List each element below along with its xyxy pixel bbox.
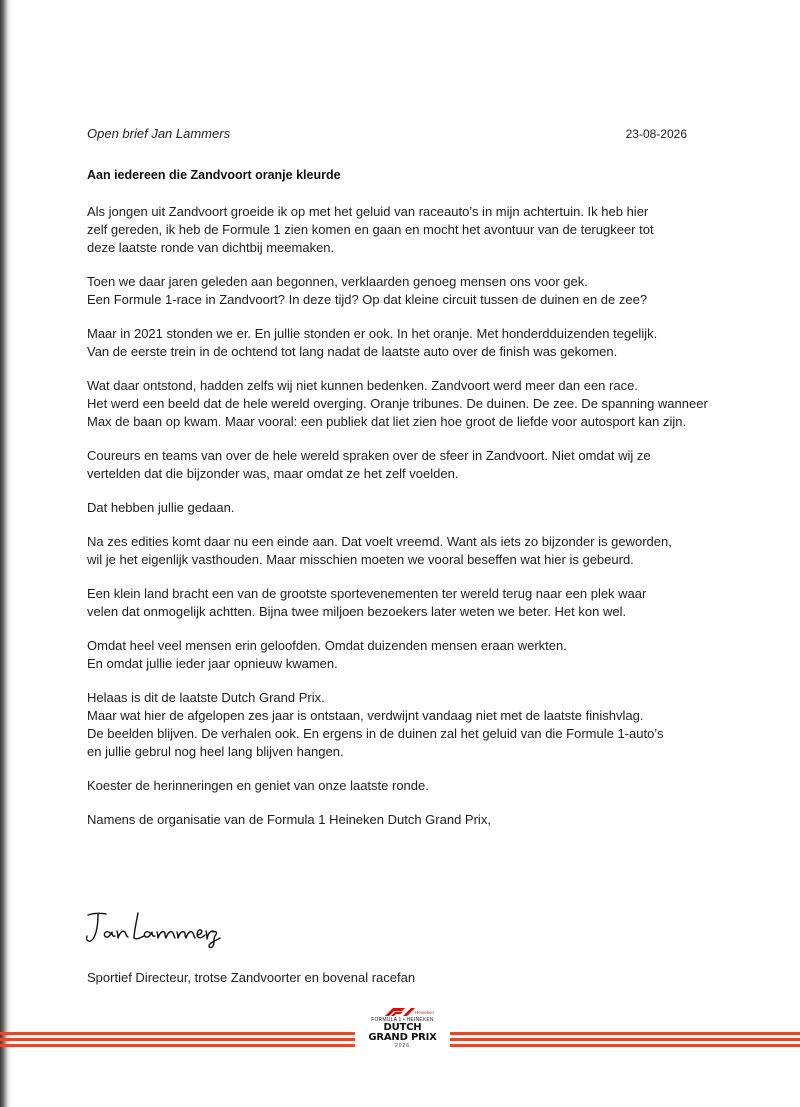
letter-paragraph: [87, 273, 727, 309]
paragraph-line: vertelden dat die bijzonder was, maar omdat ze het zelf voelden.: [87, 466, 459, 481]
paragraph-line: Het werd een beeld dat de hele wereld overging. Oranje tribunes. De duinen. De zee. De spanning wanneer: [87, 396, 708, 411]
paragraph-line: deze laatste ronde van dichtbij meemaken.: [87, 240, 335, 255]
letter-paragraph: [87, 585, 727, 621]
logo-year: 2026: [394, 1043, 411, 1049]
paragraph-line: Een klein land bracht een van de grootste sportevenementen ter wereld terug naar een plek waar: [87, 586, 647, 601]
paragraph-line: Coureurs en teams van over de hele wereld spraken over de sfeer in Zandvoort. Niet omdat wij ze: [87, 448, 651, 463]
letter-paragraph: [87, 377, 727, 431]
paragraph-line: Van de eerste trein in de ochtend tot lang nadat de laatste auto over de finish was gekomen.: [87, 344, 618, 359]
paragraph-line: zelf gereden, ik heb de Formule 1 zien komen en gaan en mocht het avontuur van de terugkeer tot: [87, 222, 654, 237]
letter-paragraph: [87, 447, 727, 483]
paragraph-line: De beelden blijven. De verhalen ook. En ergens in de duinen zal het geluid van die Formule 1-auto’s: [87, 726, 664, 741]
letter-paragraph: [87, 203, 727, 257]
sponsor-label: Heineken: [415, 1010, 435, 1015]
paragraph-line: Omdat heel veel mensen erin geloofden. Omdat duizenden mensen eraan werkten.: [87, 638, 567, 653]
logo-grand-prix: GRAND PRIX: [368, 1032, 437, 1043]
paragraph-line: Helaas is dit de laatste Dutch Grand Prix.: [87, 690, 325, 705]
paragraph-line: en jullie gebrul nog heel lang blijven hangen.: [87, 744, 344, 759]
paragraph-line: Namens de organisatie van de Formula 1 Heineken Dutch Grand Prix,: [87, 812, 491, 827]
paragraph-line: Als jongen uit Zandvoort groeide ik op met het geluid van raceauto’s in mijn achtertuin. Ik heb hier: [87, 204, 649, 219]
letter-subject: Aan iedereen die Zandvoort oranje kleurde: [87, 168, 341, 182]
paragraph-line: wil je het eigenlijk vasthouden. Maar misschien moeten we vooral beseffen wat hier is gebeurd.: [87, 552, 634, 567]
paragraph-line: Na zes edities komt daar nu een einde aan. Dat voelt vreemd. Want als iets zo bijzonder is geworden,: [87, 534, 672, 549]
paragraph-line: velen dat onmogelijk achtten. Bijna twee miljoen bezoekers later weten we beter. Het kon wel.: [87, 604, 627, 619]
paragraph-line: Maar wat hier de afgelopen zes jaar is ontstaan, verdwijnt vandaag niet met de laatste finishvlag.: [87, 708, 644, 723]
letter-body: [87, 203, 727, 845]
signer-role: Sportief Directeur, trotse Zandvoorter en bovenal racefan: [87, 970, 416, 985]
logo-formula-line: FORMULA 1 • HEINEKEN: [371, 1017, 434, 1023]
paragraph-line: Een Formule 1-race in Zandvoort? In deze tijd? Op dat kleine circuit tussen de duinen en de zee?: [87, 292, 648, 307]
signature-image: [82, 905, 222, 951]
letter-paragraph: [87, 325, 727, 361]
letter-date: 23-08-2026: [625, 127, 687, 141]
paragraph-line: Max de baan op kwam. Maar vooral: een publiek dat liet zien hoe groot de liefde voor autosport kan zijn.: [87, 414, 687, 429]
letter-paragraph: [87, 777, 727, 795]
letter-paragraph: [87, 811, 727, 829]
paragraph-line: En omdat jullie ieder jaar opnieuw kwamen.: [87, 656, 338, 671]
letter-paragraph: [87, 499, 727, 517]
letter-header-title: Open brief Jan Lammers: [87, 126, 231, 141]
letter-paragraph: [87, 637, 727, 673]
paragraph-line: Maar in 2021 stonden we er. En jullie stonden er ook. In het oranje. Met honderdduizenden tegelijk.: [87, 326, 658, 341]
handwritten-signature: [82, 905, 222, 951]
paragraph-line: Koester de herinneringen en geniet van onze laatste ronde.: [87, 778, 429, 793]
paragraph-line: Dat hebben jullie gedaan.: [87, 500, 235, 515]
paragraph-line: Wat daar ontstond, hadden zelfs wij niet kunnen bedenken. Zandvoort werd meer dan een race.: [87, 378, 638, 393]
letter-paragraph: [87, 533, 727, 569]
paragraph-line: Toen we daar jaren geleden aan begonnen, verklaarden genoeg mensen ons voor gek.: [87, 274, 588, 289]
logo-dutch: DUTCH: [383, 1022, 422, 1033]
letter-paragraph: [87, 689, 727, 761]
dutch-grand-prix-logo: [355, 1005, 450, 1065]
